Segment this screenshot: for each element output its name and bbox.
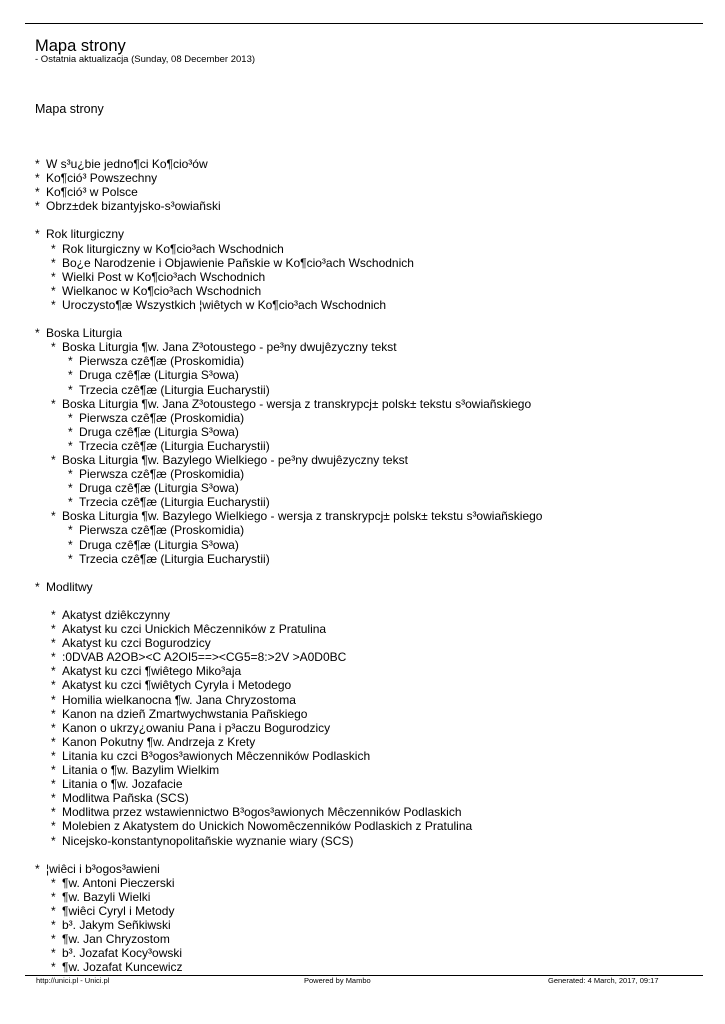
sitemap-link[interactable]: b³. Jozafat Kocy³owski bbox=[62, 946, 183, 961]
sitemap-link[interactable]: Litania o ¶w. Jozafacie bbox=[62, 777, 183, 792]
bullet-marker: * bbox=[51, 946, 56, 961]
bullet-marker: * bbox=[51, 297, 56, 312]
bullet-marker: * bbox=[51, 720, 56, 735]
sitemap-link[interactable]: Wielkanoc w Ko¶cio³ach Wschodnich bbox=[62, 283, 262, 298]
sitemap-link[interactable]: Modlitwy bbox=[46, 579, 93, 594]
sitemap-link[interactable]: Kanon Pokutny ¶w. Andrzeja z Krety bbox=[62, 734, 256, 749]
bullet-marker: * bbox=[51, 509, 56, 524]
sitemap-link[interactable]: Ko¶ció³ w Polsce bbox=[46, 185, 138, 200]
sitemap-link[interactable]: ¶w. Bazyli Wielki bbox=[62, 889, 151, 904]
sitemap-link[interactable]: Wielki Post w Ko¶cio³ach Wschodnich bbox=[62, 269, 266, 284]
bullet-marker: * bbox=[51, 340, 56, 355]
bullet-marker: * bbox=[68, 523, 73, 538]
bullet-marker: * bbox=[35, 579, 40, 594]
bullet-marker: * bbox=[68, 481, 73, 496]
bullet-marker: * bbox=[35, 326, 40, 341]
sitemap-link[interactable]: Uroczysto¶æ Wszystkich ¦wiêtych w Ko¶cio³ach Wschodnich bbox=[62, 297, 387, 312]
footer-site-link[interactable]: http://unici.pl - Unici.pl bbox=[36, 976, 110, 985]
last-updated-note: - Ostatnia aktualizacja (Sunday, 08 December 2013) bbox=[35, 54, 256, 65]
sitemap-link[interactable]: Molebien z Akatystem do Unickich Nowomêczenników Podlaskich z Pratulina bbox=[62, 819, 473, 834]
bullet-marker: * bbox=[51, 678, 56, 693]
bullet-marker: * bbox=[51, 241, 56, 256]
bullet-marker: * bbox=[35, 185, 40, 200]
bullet-marker: * bbox=[51, 875, 56, 890]
page-title: Mapa strony bbox=[35, 37, 126, 55]
sitemap-link[interactable]: Litania ku czci B³ogos³awionych Mêczenników Podlaskich bbox=[62, 748, 371, 763]
bullet-marker: * bbox=[68, 537, 73, 552]
sitemap-link[interactable]: Nicejsko-konstantynopolitañskie wyznanie wiary (SCS) bbox=[62, 833, 354, 848]
sitemap-link[interactable]: Bo¿e Narodzenie i Objawienie Pañskie w Ko¶cio³ach Wschodnich bbox=[62, 255, 414, 270]
sitemap-link[interactable]: Homilia wielkanocna ¶w. Jana Chryzostoma bbox=[62, 692, 296, 707]
sitemap-link[interactable]: Boska Liturgia ¶w. Bazylego Wielkiego - wersja z transkrypcj± polsk± tekstu s³owiañskiego bbox=[62, 509, 543, 524]
bullet-marker: * bbox=[68, 438, 73, 453]
sitemap-link[interactable]: Pierwsza czê¶æ (Proskomidia) bbox=[79, 410, 245, 425]
bullet-marker: * bbox=[51, 903, 56, 918]
bullet-marker: * bbox=[35, 227, 40, 242]
sitemap-link[interactable]: Pierwsza czê¶æ (Proskomidia) bbox=[79, 354, 245, 369]
sitemap-link[interactable]: ¶w. Jan Chryzostom bbox=[62, 932, 170, 947]
sitemap-link[interactable]: Akatyst ku czci ¶wiêtych Cyryla i Metodego bbox=[62, 678, 292, 693]
bullet-marker: * bbox=[51, 269, 56, 284]
section-heading: Mapa strony bbox=[35, 102, 104, 116]
sitemap-link[interactable]: :0DVAB A2OB><C A2OI5==><CG5=8:>2V >A0D0BC bbox=[62, 650, 347, 665]
bullet-marker: * bbox=[51, 608, 56, 622]
bullet-marker: * bbox=[51, 748, 56, 763]
sitemap-link[interactable]: Kanon na dzieñ Zmartwychwstania Pañskiego bbox=[62, 706, 308, 721]
sitemap-link[interactable]: ¶wiêci Cyryl i Metody bbox=[62, 903, 175, 918]
sitemap-link[interactable]: Boska Liturgia ¶w. Jana Z³otoustego - wersja z transkrypcj± polsk± tekstu s³owiañskiego bbox=[62, 396, 532, 411]
bullet-marker: * bbox=[35, 157, 40, 171]
bullet-marker: * bbox=[35, 199, 40, 214]
bullet-marker: * bbox=[68, 410, 73, 425]
sitemap-link[interactable]: ¶w. Jozafat Kuncewicz bbox=[62, 960, 183, 975]
bullet-marker: * bbox=[51, 636, 56, 651]
sitemap-link[interactable]: Druga czê¶æ (Liturgia S³owa) bbox=[79, 424, 239, 439]
sitemap-link[interactable]: Trzecia czê¶æ (Liturgia Eucharystii) bbox=[79, 495, 270, 510]
footer-generated: Generated: 4 March, 2017, 09:17 bbox=[548, 976, 659, 985]
bullet-marker: * bbox=[51, 777, 56, 792]
bullet-marker: * bbox=[51, 819, 56, 834]
bullet-marker: * bbox=[68, 382, 73, 397]
sitemap-link[interactable]: Pierwsza czê¶æ (Proskomidia) bbox=[79, 523, 245, 538]
sitemap-link[interactable]: Litania o ¶w. Bazylim Wielkim bbox=[62, 763, 220, 778]
sitemap-link[interactable]: Druga czê¶æ (Liturgia S³owa) bbox=[79, 481, 239, 496]
bullet-marker: * bbox=[51, 692, 56, 707]
bullet-marker: * bbox=[51, 452, 56, 467]
sitemap-link[interactable]: Akatyst dziêkczynny bbox=[62, 608, 171, 622]
bullet-marker: * bbox=[51, 805, 56, 820]
bullet-marker: * bbox=[51, 706, 56, 721]
sitemap-link[interactable]: Ko¶ció³ Powszechny bbox=[46, 171, 158, 186]
footer-powered-by: Powered by Mambo bbox=[304, 976, 371, 985]
sitemap-link[interactable]: W s³u¿bie jedno¶ci Ko¶cio³ów bbox=[46, 157, 208, 171]
bullet-marker: * bbox=[51, 918, 56, 933]
sitemap-link[interactable]: Trzecia czê¶æ (Liturgia Eucharystii) bbox=[79, 551, 270, 566]
bullet-marker: * bbox=[68, 467, 73, 482]
bullet-marker: * bbox=[68, 495, 73, 510]
bullet-marker: * bbox=[35, 171, 40, 186]
bullet-marker: * bbox=[51, 889, 56, 904]
sitemap-link[interactable]: ¶w. Antoni Pieczerski bbox=[62, 875, 175, 890]
bullet-marker: * bbox=[35, 861, 40, 876]
bullet-marker: * bbox=[51, 396, 56, 411]
bullet-marker: * bbox=[51, 791, 56, 806]
sitemap-link[interactable]: Akatyst ku czci Bogurodzicy bbox=[62, 636, 211, 651]
sitemap-link[interactable]: Boska Liturgia bbox=[46, 326, 123, 341]
bullet-marker: * bbox=[51, 664, 56, 679]
bullet-marker: * bbox=[51, 932, 56, 947]
sitemap-link[interactable]: Boska Liturgia ¶w. Bazylego Wielkiego - pe³ny dwujêzyczny tekst bbox=[62, 452, 408, 467]
sitemap-link[interactable]: Trzecia czê¶æ (Liturgia Eucharystii) bbox=[79, 382, 270, 397]
sitemap-link[interactable]: Druga czê¶æ (Liturgia S³owa) bbox=[79, 537, 239, 552]
sitemap-link[interactable]: Trzecia czê¶æ (Liturgia Eucharystii) bbox=[79, 438, 270, 453]
sitemap-link[interactable]: Akatyst ku czci Unickich Mêczenników z Pratulina bbox=[62, 622, 327, 637]
sitemap-link[interactable]: Druga czê¶æ (Liturgia S³owa) bbox=[79, 368, 239, 383]
sitemap-link[interactable]: Modlitwa przez wstawiennictwo B³ogos³awionych Mêczenników Podlaskich bbox=[62, 805, 462, 820]
bullet-marker: * bbox=[68, 354, 73, 369]
bullet-marker: * bbox=[51, 763, 56, 778]
sitemap-link[interactable]: Boska Liturgia ¶w. Jana Z³otoustego - pe³ny dwujêzyczny tekst bbox=[62, 340, 397, 355]
bullet-marker: * bbox=[68, 368, 73, 383]
bullet-marker: * bbox=[51, 833, 56, 848]
bullet-marker: * bbox=[51, 622, 56, 637]
sitemap-link[interactable]: Kanon o ukrzy¿owaniu Pana i p³aczu Bogurodzicy bbox=[62, 720, 331, 735]
bullet-marker: * bbox=[51, 734, 56, 749]
sitemap-link[interactable]: Modlitwa Pañska (SCS) bbox=[62, 791, 189, 806]
sitemap-link[interactable]: Rok liturgiczny bbox=[46, 227, 125, 242]
bullet-marker: * bbox=[51, 283, 56, 298]
bullet-marker: * bbox=[51, 960, 56, 975]
sitemap-link[interactable]: Obrz±dek bizantyjsko-s³owiañski bbox=[46, 199, 221, 214]
sitemap-link[interactable]: ¦wiêci i b³ogos³awieni bbox=[46, 861, 160, 876]
bullet-marker: * bbox=[68, 551, 73, 566]
top-rule bbox=[25, 23, 703, 24]
sitemap-link[interactable]: Pierwsza czê¶æ (Proskomidia) bbox=[79, 467, 245, 482]
sitemap-link[interactable]: b³. Jakym Señkiwski bbox=[62, 918, 171, 933]
bullet-marker: * bbox=[68, 424, 73, 439]
sitemap-link[interactable]: Rok liturgiczny w Ko¶cio³ach Wschodnich bbox=[62, 241, 284, 256]
bullet-marker: * bbox=[51, 255, 56, 270]
bullet-marker: * bbox=[51, 650, 56, 665]
sitemap-link[interactable]: Akatyst ku czci ¶wiêtego Miko³aja bbox=[62, 664, 242, 679]
